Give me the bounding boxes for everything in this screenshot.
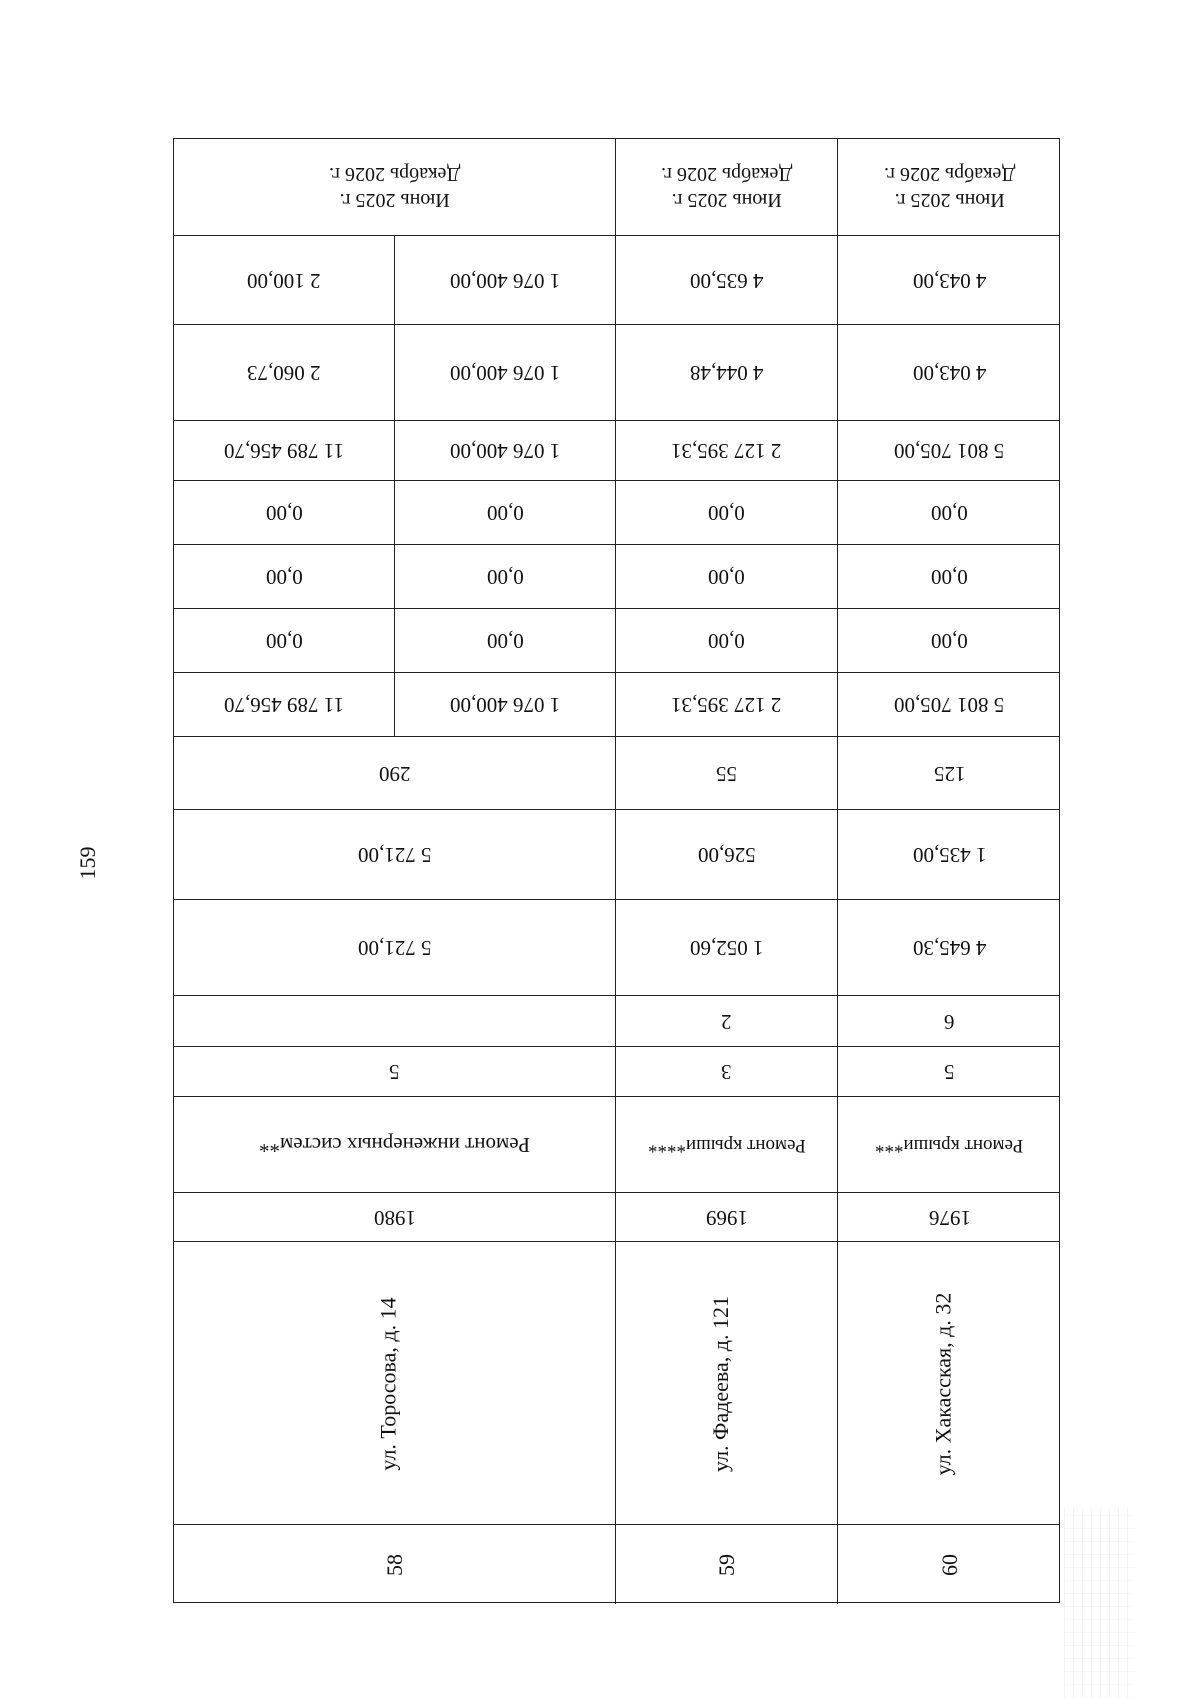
address-cell: ул. Хакасская, д. 32 <box>930 1292 955 1476</box>
total-area-row <box>174 900 1059 996</box>
floors-cell: 5 <box>174 1047 616 1096</box>
limit-row <box>174 236 1059 325</box>
fund-cell: 2 127 395,31 <box>616 421 838 480</box>
residents-row <box>174 737 1059 810</box>
residents-cell: 125 <box>933 761 966 786</box>
entrances-cell: 2 <box>616 996 838 1046</box>
cost-total-cell: 1 076 400,00 <box>395 673 616 736</box>
limit-cell: 4 635,00 <box>616 236 838 324</box>
row-number-cell: 59 <box>616 1525 838 1604</box>
zero-cell: 0,00 <box>616 481 838 544</box>
zero-row-3 <box>174 481 1059 545</box>
total-area-cell: 5 721,00 <box>174 900 616 995</box>
zero-cell: 0,00 <box>616 545 838 608</box>
scan-artifact <box>1064 1508 1134 1698</box>
floors-cell: 5 <box>944 1060 955 1084</box>
work-type-row <box>174 1097 1059 1193</box>
limit-cell: 2 100,00 <box>174 236 395 324</box>
fund-row <box>174 421 1059 481</box>
floors-row <box>174 1047 1059 1097</box>
unit-cost-cell: 2 060,73 <box>174 325 395 420</box>
living-area-cell: 526,00 <box>616 810 838 899</box>
work-type-cell: Ремонт крыши*** <box>875 1134 1024 1156</box>
cost-total-cell: 2 127 395,31 <box>616 673 838 736</box>
row-number-cell: 58 <box>174 1525 616 1604</box>
address-cell: ул. Фадеева, д. 121 <box>616 1242 838 1524</box>
zero-cell: 0,00 <box>395 545 616 608</box>
limit-cell: 4 043,00 <box>912 268 987 293</box>
zero-cell: 0,00 <box>616 609 838 672</box>
zero-cell: 0,00 <box>174 481 395 544</box>
zero-cell: 0,00 <box>931 565 968 589</box>
period-cell-59: Июнь 2025 г. Декабрь 2026 г. <box>616 139 838 235</box>
cost-total-row <box>174 673 1059 737</box>
number-row <box>174 1525 1059 1604</box>
zero-cell: 0,00 <box>931 629 968 653</box>
work-type-cell: Ремонт крыши**** <box>616 1097 838 1192</box>
zero-cell: 0,00 <box>395 609 616 672</box>
zero-cell: 0,00 <box>395 481 616 544</box>
residents-cell: 55 <box>616 737 838 809</box>
total-area-cell: 4 645,30 <box>912 936 987 960</box>
period-cell-58: Июнь 2025 г. Декабрь 2026 г. <box>174 139 616 235</box>
address-row <box>174 1242 1059 1525</box>
unit-cost-cell: 1 076 400,00 <box>395 325 616 420</box>
row-number-cell: 60 <box>936 1553 962 1576</box>
period-cell-60: Июнь 2025 г. Декабрь 2026 г. <box>883 163 1016 211</box>
cost-total-cell: 11 789 456,70 <box>174 673 395 736</box>
total-area-cell: 1 052,60 <box>616 900 838 995</box>
work-type-cell: Ремонт инженерных систем** <box>174 1097 616 1192</box>
floors-cell: 3 <box>616 1047 838 1096</box>
year-cell: 1969 <box>616 1193 838 1241</box>
living-area-cell: 5 721,00 <box>174 810 616 899</box>
zero-row-1 <box>174 609 1059 673</box>
repair-schedule-table <box>173 138 1060 1603</box>
zero-row-2 <box>174 545 1059 609</box>
fund-cell: 5 801 705,00 <box>894 439 1005 463</box>
residents-cell: 290 <box>174 737 616 809</box>
zero-cell: 0,00 <box>931 501 968 525</box>
address-cell: ул. Торосова, д. 14 <box>174 1242 616 1524</box>
entrances-row <box>174 996 1059 1047</box>
page-number: 159 <box>75 846 100 880</box>
period-row <box>174 139 1059 236</box>
zero-cell: 0,00 <box>174 545 395 608</box>
zero-cell: 0,00 <box>174 609 395 672</box>
cost-total-cell: 5 801 705,00 <box>894 693 1005 717</box>
unit-cost-row <box>174 325 1059 421</box>
fund-cell: 11 789 456,70 <box>174 421 395 480</box>
entrances-cell <box>174 996 616 1046</box>
entrances-cell: 6 <box>944 1009 955 1034</box>
living-area-cell: 1 435,00 <box>912 843 987 867</box>
limit-cell: 1 076 400,00 <box>395 236 616 324</box>
year-cell: 1980 <box>174 1193 616 1241</box>
year-row <box>174 1193 1059 1242</box>
fund-cell: 1 076 400,00 <box>395 421 616 480</box>
unit-cost-cell: 4 043,00 <box>912 361 987 385</box>
year-cell: 1976 <box>928 1205 971 1230</box>
living-area-row <box>174 810 1059 900</box>
unit-cost-cell: 4 044,48 <box>616 325 838 420</box>
